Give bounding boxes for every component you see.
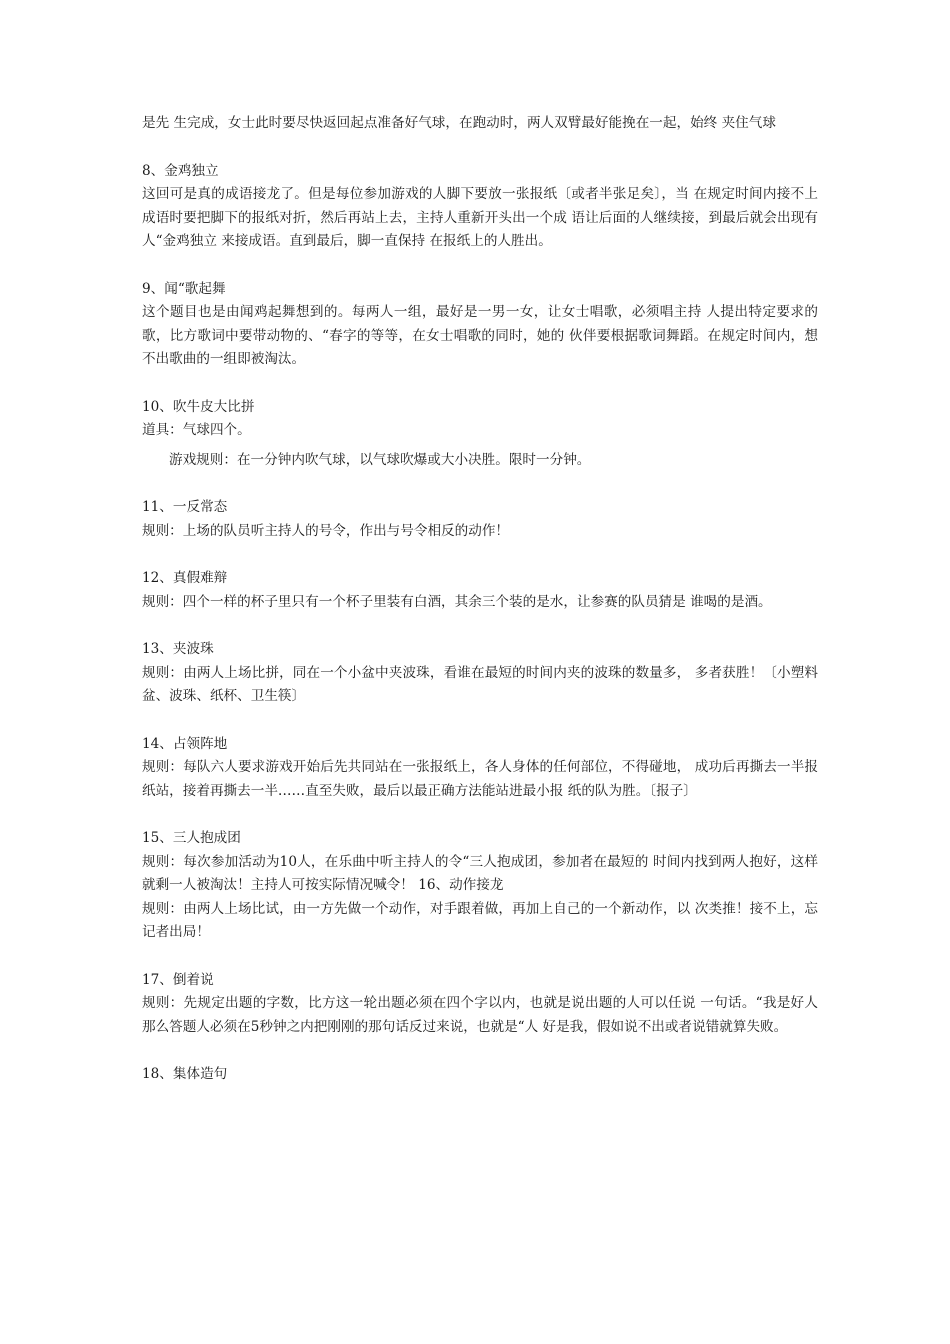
document-body xyxy=(142,112,818,1087)
section-paragraph: 这个题目也是由闻鸡起舞想到的。每两人一组，最好是一男一女，让女士唱歌，必须唱主持 人提出特定要求的歌，比方歌词中要带动物的、“春字的等等，在女士唱歌的同时，她的 伙伴要根据歌词舞蹈。在规定时间内，想不出歌曲的一组即被淘汰。 xyxy=(142,304,818,367)
spacer xyxy=(142,372,818,396)
section-paragraph: 规则：先规定出题的字数，比方这一轮出题必须在四个字以内，也就是说出题的人可以任说 一句话。“我是好人 那么答题人必须在5秒钟之内把刚刚的那句话反过来说，也就是“人 好是我，假如说不出或者说错就算失败。 xyxy=(142,995,818,1035)
section-heading: 10、吹牛皮大比拼 xyxy=(142,398,255,415)
spacer xyxy=(142,1039,818,1063)
section-12 xyxy=(142,567,818,614)
section-8 xyxy=(142,160,818,254)
section-paragraph: 规则：每次参加活动为10人，在乐曲中听主持人的令“三人抱成团，参加者在最短的 时间内找到两人抱好，这样就剩一人被淘汰！主持人可按实际情况喊令！ 16、动作接龙 xyxy=(142,853,818,893)
section-heading: 11、一反常态 xyxy=(142,499,228,515)
section-11 xyxy=(142,496,818,543)
section-9 xyxy=(142,278,818,372)
spacer xyxy=(142,614,818,638)
section-heading: 14、占领阵地 xyxy=(142,735,228,752)
section-13 xyxy=(142,638,818,709)
section-14 xyxy=(142,733,818,804)
section-heading: 18、集体造句 xyxy=(142,1066,228,1082)
section-paragraph: 道具：气球四个。 xyxy=(142,422,251,438)
spacer xyxy=(142,254,818,278)
section-15 xyxy=(142,827,818,945)
section-heading: 12、真假难辩 xyxy=(142,570,228,586)
section-heading: 17、倒着说 xyxy=(142,971,214,988)
spacer xyxy=(142,803,818,827)
spacer xyxy=(142,543,818,567)
spacer xyxy=(142,945,818,969)
section-paragraph: 规则：上场的队员听主持人的号令，作出与号令相反的动作！ xyxy=(142,522,510,539)
section-17 xyxy=(142,969,818,1040)
section-paragraph: 这回可是真的成语接龙了。但是每位参加游戏的人脚下要放一张报纸〔或者半张足矣〕，当 在规定时间内接不上成语时要把脚下的报纸对折，然后再站上去，主持人重新开头出一个成 语让后面的人继续接，到最后就会出现有人“金鸡独立 来接成语。直到最后，脚一直保持 在报纸上的人胜出。 xyxy=(142,186,818,249)
intro-paragraph: 是先 生完成，女士此时要尽快返回起点准备好气球，在跑动时，两人双臂最好能挽在一起，始终 夹住气球 xyxy=(142,115,776,131)
section-paragraph: 规则：四个一样的杯子里只有一个杯子里装有白酒，其余三个装的是水，让参赛的队员猜是 谁喝的是酒。 xyxy=(142,593,772,610)
section-indented-paragraph: 游戏规则：在一分钟内吹气球，以气球吹爆或大小决胜。限时一分钟。 xyxy=(169,451,591,468)
section-heading: 8、金鸡独立 xyxy=(142,162,219,179)
spacer xyxy=(142,136,818,160)
spacer xyxy=(142,472,818,496)
spacer xyxy=(142,709,818,733)
section-paragraph: 规则：由两人上场比试，由一方先做一个动作，对手跟着做，再加上自己的一个新动作，以 次类推！接不上，忘记者出局！ xyxy=(142,900,818,940)
section-10 xyxy=(142,396,818,473)
section-heading: 9、闻“歌起舞 xyxy=(142,280,226,297)
section-paragraph: 规则：由两人上场比拼，同在一个小盆中夹波珠，看谁在最短的时间内夹的波珠的数量多， 多者获胜！〔小塑料盆、波珠、纸杯、卫生筷〕 xyxy=(142,664,818,704)
section-heading: 15、三人抱成团 xyxy=(142,830,241,846)
section-18 xyxy=(142,1063,818,1087)
section-paragraph: 规则：每队六人要求游戏开始后先共同站在一张报纸上，各人身体的任何部位，不得碰地， 成功后再撕去一半报纸站，接着再撕去一半……直至失败，最后以最正确方法能站进最小报 纸的队为胜。〔报子〕 xyxy=(142,759,818,799)
section-heading: 13、夹波珠 xyxy=(142,641,214,657)
